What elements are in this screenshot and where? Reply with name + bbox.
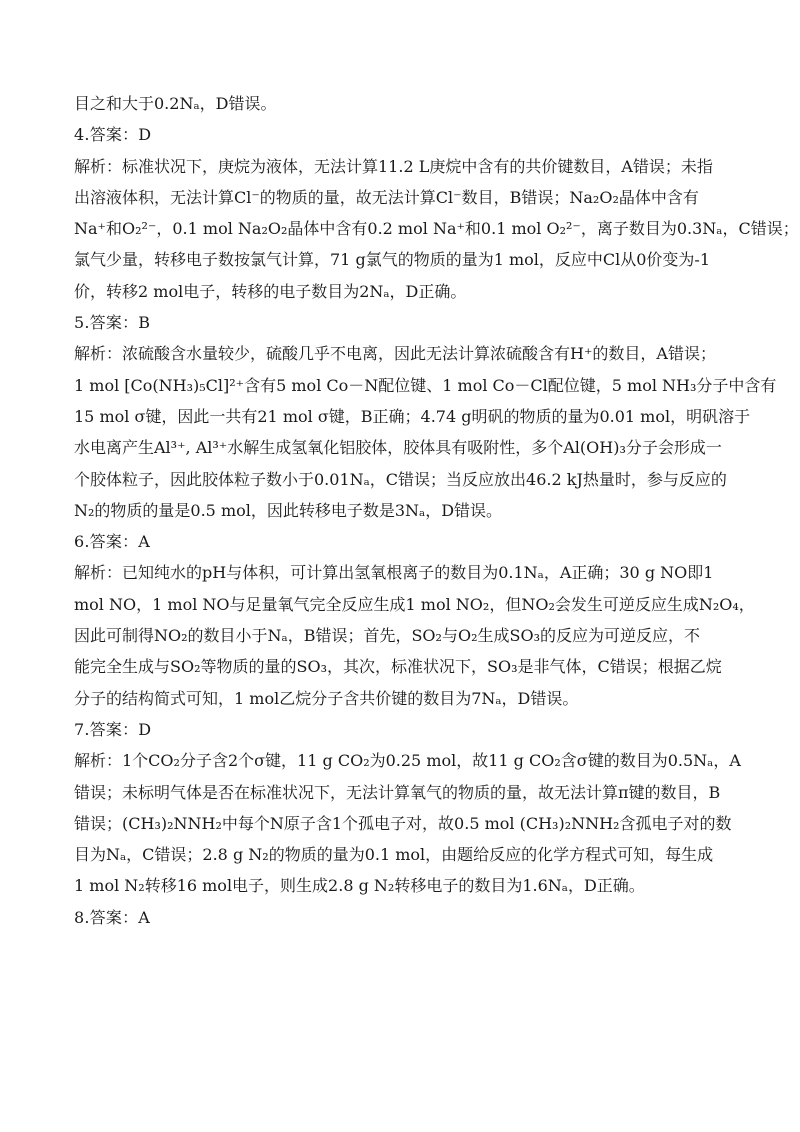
text-line-18: 因此可制得NO₂的数目小于Nₐ，B错误；首先，SO₂与O₂生成SO₃的反应为可逆反应，不 bbox=[74, 626, 700, 646]
text-line-9: 解析：浓硫酸含水量较少，硫酸几乎不电离，因此无法计算浓硫酸含有H⁺的数目，A错误； bbox=[74, 344, 716, 364]
text-line-5: Na⁺和O₂²⁻，0.1 mol Na₂O₂晶体中含有0.2 mol Na⁺和0.1 mol O₂²⁻，离子数目为0.3Nₐ，C错误； bbox=[74, 219, 799, 239]
text-line-6: 氯气少量，转移电子数按氯气计算，71 g氯气的物质的量为1 mol，反应中Cl从0价变为-1 bbox=[74, 250, 711, 270]
answer-heading-7: 7.答案：D bbox=[74, 719, 152, 739]
answer-heading-4: 4.答案：D bbox=[74, 125, 152, 145]
text-line-17: mol NO，1 mol NO与足量氧气完全反应生成1 mol NO₂，但NO₂会发生可逆反应生成N₂O₄， bbox=[74, 594, 755, 614]
text-line-4: 出溶液体积，无法计算Cl⁻的物质的量，故无法计算Cl⁻数目，B错误；Na₂O₂晶体中含有 bbox=[74, 187, 699, 207]
text-line-1: 目之和大于0.2Nₐ，D错误。 bbox=[74, 94, 277, 113]
text-line-19: 能完全生成与SO₂等物质的量的SO₃，其次，标准状况下，SO₃是非气体，C错误；根据乙烷 bbox=[74, 657, 722, 677]
text-line-14: N₂的物质的量是0.5 mol，因此转移电子数是3Nₐ，D错误。 bbox=[74, 500, 503, 520]
text-line-12: 水电离产生Al³⁺, Al³⁺水解生成氢氧化铝胶体，胶体具有吸附性，多个Al(OH)₃分子会形成一 bbox=[74, 438, 722, 458]
text-line-20: 分子的结构简式可知，1 mol乙烷分子含共价键的数目为7Nₐ，D错误。 bbox=[74, 688, 579, 708]
text-line-10: 1 mol [Co(NH₃)₅Cl]²⁺含有5 mol Co－N配位键、1 mol Co－Cl配位键，5 mol NH₃分子中含有 bbox=[74, 375, 777, 395]
text-line-11: 15 mol σ键，因此一共有21 mol σ键，B正确；4.74 g明矾的物质的量为0.01 mol，明矾溶于 bbox=[74, 406, 751, 426]
text-line-24: 错误；(CH₃)₂NNH₂中每个N原子含1个孤电子对，故0.5 mol (CH₃)₂NNH₂含孤电子对的数 bbox=[74, 813, 732, 833]
text-line-13: 个胶体粒子，因此胶体粒子数小于0.01Nₐ，C错误；当反应放出46.2 kJ热量时，参与反应的 bbox=[74, 469, 727, 489]
answer-heading-5: 5.答案：B bbox=[74, 313, 151, 333]
text-line-7: 价，转移2 mol电子，转移的电子数目为2Nₐ，D正确。 bbox=[74, 281, 467, 301]
text-line-25: 目为Nₐ，C错误；2.8 g N₂的物质的量为0.1 mol，由题给反应的化学方程式可知，每生成 bbox=[74, 845, 714, 865]
answer-heading-6: 6.答案：A bbox=[74, 532, 151, 552]
text-line-23: 错误；未标明气体是否在标准状况下，无法计算氧气的物质的量，故无法计算π键的数目，B bbox=[74, 782, 721, 802]
text-line-3: 解析：标准状况下，庚烷为液体，无法计算11.2 L庚烷中含有的共价键数目，A错误；未指 bbox=[74, 156, 713, 176]
text-line-22: 解析：1个CO₂分子含2个σ键，11 g CO₂为0.25 mol，故11 g CO₂含σ键的数目为0.5Nₐ，A bbox=[74, 751, 741, 771]
text-line-26: 1 mol N₂转移16 mol电子，则生成2.8 g N₂转移电子的数目为1.6Nₐ，D正确。 bbox=[74, 876, 645, 896]
answer-heading-8: 8.答案：A bbox=[74, 907, 151, 927]
text-line-16: 解析：已知纯水的pH与体积，可计算出氢氧根离子的数目为0.1Nₐ，A正确；30 g NO即1 bbox=[74, 563, 714, 583]
